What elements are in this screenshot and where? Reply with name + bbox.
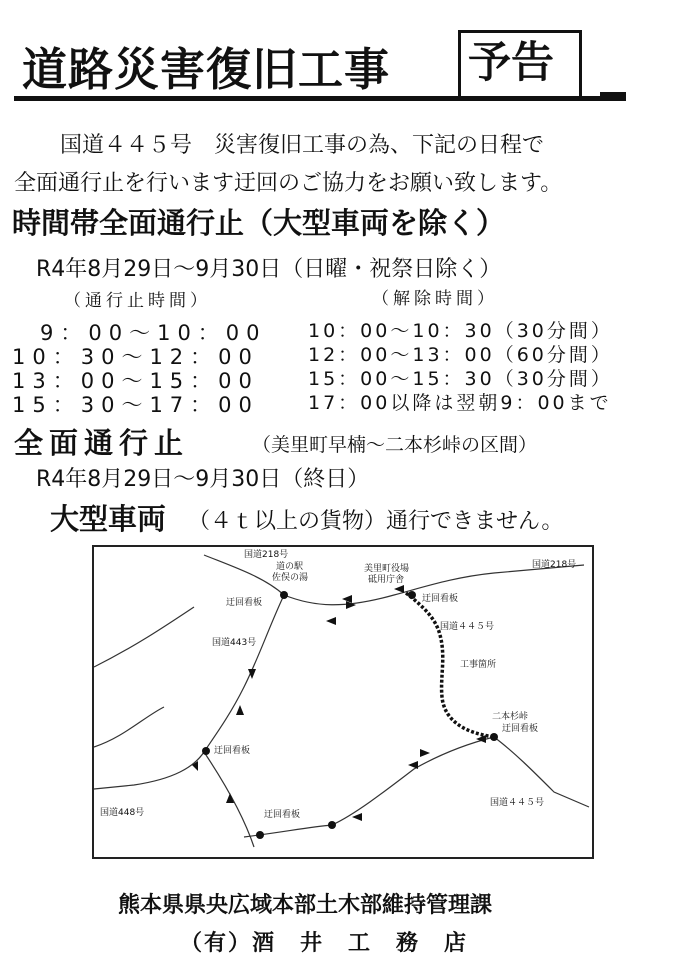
arrow [352,813,362,821]
detour-sign-marker [202,747,210,755]
footer-company: （有）酒 井 工 務 店 [180,931,469,956]
label-misato-1: 美里町役場 [364,564,410,574]
label-route448: 国道448号 [100,808,145,818]
page-title: 道路災害復旧工事 [22,43,391,96]
detour-sign-marker [256,831,264,839]
label-route445-bottom: 国道４４５号 [490,798,545,808]
road-west-2 [94,707,164,747]
arrow [326,617,336,625]
footer-department: 熊本県県央広域本部土木部維持管理課 [118,893,493,918]
timed-closure-heading: 時間帯全面通行止（大型車両を除く） [12,206,506,240]
arrow [236,705,244,715]
detour-sign-marker [408,591,416,599]
detour-sign-marker [280,591,288,599]
title-underline-end [600,92,626,101]
closed-time-2: 10：30～12：00 [12,345,259,369]
full-closure-section: （美里町早楠～二本杉峠の区間） [252,434,538,456]
label-detour-b: 迂回看板 [422,594,459,604]
label-route218-right: 国道218号 [532,560,577,570]
large-vehicle-label: 大型車両 [50,502,167,536]
label-route218-left: 国道218号 [244,550,289,560]
detour-sign-marker [490,733,498,741]
route-443 [204,595,284,752]
detour-map [92,545,594,859]
arrow [420,749,430,757]
notice-label: 予告 [468,38,554,88]
arrow [226,793,234,803]
full-closure-dates: R4年8月29日～9月30日（終日） [36,467,370,492]
title-underline [14,96,626,101]
road-west [94,607,194,667]
detour-sign-marker [328,821,336,829]
closed-time-3: 13：00～15：00 [12,369,259,393]
intro-line-1: 国道４４５号 災害復旧工事の為、下記の日程で [60,133,545,158]
timed-closure-dates: R4年8月29日～9月30日（日曜・祝祭日除く） [36,257,502,282]
closed-time-4: 15：30～17：00 [12,393,259,417]
route-445-south [494,737,589,807]
arrow [394,585,404,593]
closed-time-1: 9：00～10：00 [40,321,267,345]
map-drawing [94,547,592,857]
label-misato-2: 砥用庁舎 [368,575,405,585]
label-michinoeki-2: 佐俣の湯 [272,573,309,583]
open-time-4: 17：00以降は翌朝9：00まで [308,392,612,414]
full-closure-heading: 全面通行止 [14,426,190,460]
intro-line-2: 全面通行止を行います迂回のご協力をお願い致します。 [14,171,563,196]
label-route443: 国道443号 [212,638,257,648]
arrow [408,761,418,769]
open-time-1: 10：00～10：30（30分間） [308,320,613,342]
large-vehicle-note: （４ｔ以上の貨物）通行できません。 [188,509,564,534]
open-time-label: （解除時間） [372,289,498,309]
road-south-east [244,737,494,837]
label-detour-c: 迂回看板 [214,746,251,756]
label-detour-a: 迂回看板 [226,598,263,608]
label-nihonsugi: 二本杉峠 [492,712,529,722]
open-time-2: 12：00～13：00（60分間） [308,344,613,366]
label-route445-top: 国道４４５号 [440,622,495,632]
open-time-3: 15：00～15：30（30分間） [308,368,613,390]
label-detour-d: 迂回看板 [264,810,301,820]
label-michinoeki: 道の駅 [276,562,304,572]
route-448 [94,752,204,789]
label-nihonsugi-detour: 迂回看板 [502,724,539,734]
label-construction: 工事箇所 [460,660,497,670]
closed-time-label: （通行止時間） [64,291,211,311]
